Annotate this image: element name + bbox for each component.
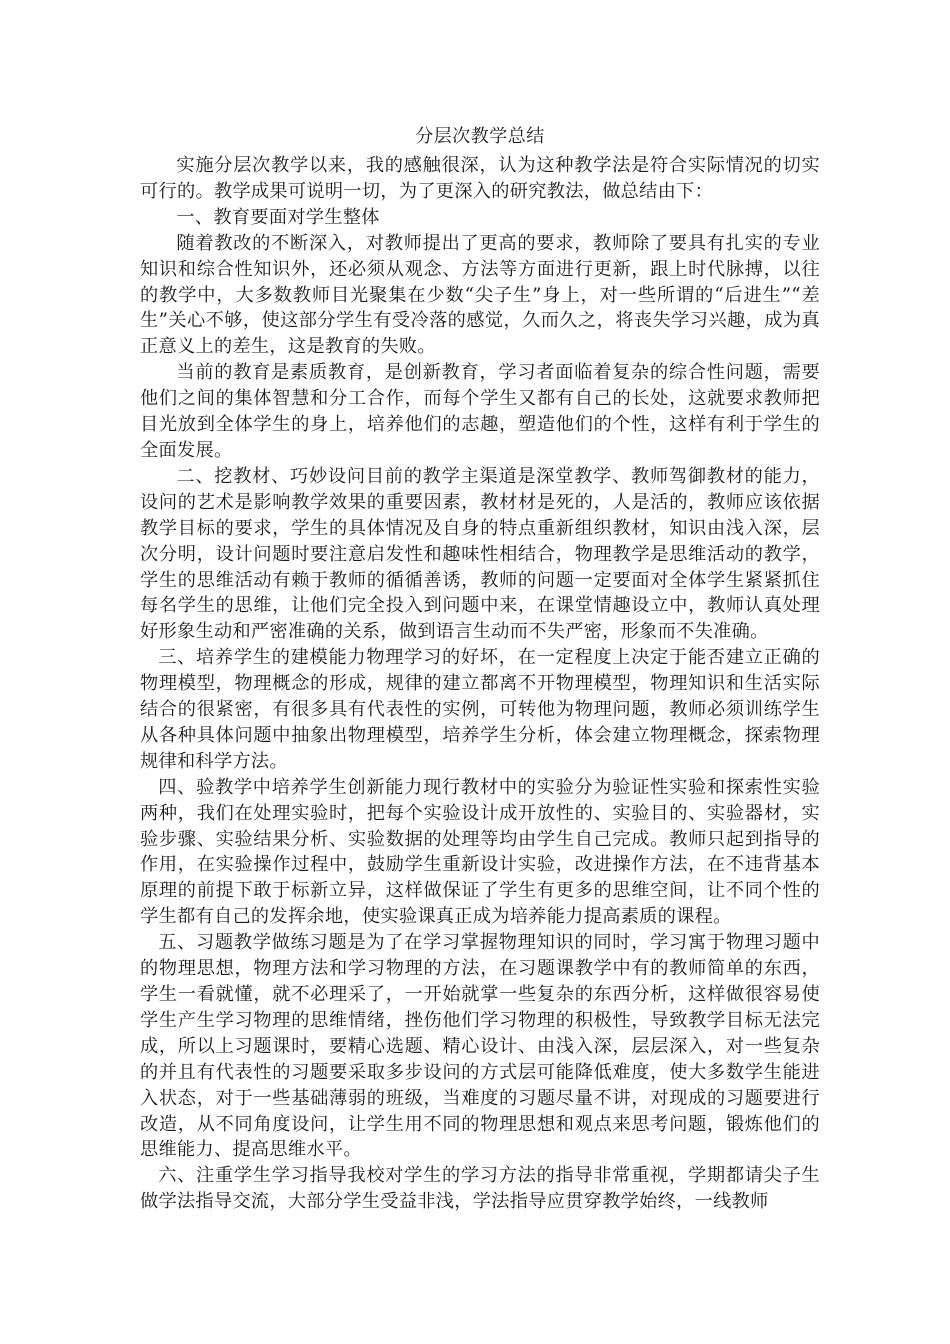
paragraph-section-4: 四、验教学中培养学生创新能力现行教材中的实验分为验证性实验和探索性实验两种，我们在处理实验时，把每个实验设计成开放性的、实验目的、实验器材，实验步骤、实验结果分析、实验数据的处理等均由学生自己完成。教师只起到指导的作用，在实验操作过程中，鼓励学生重新设计实验，改进操作方法，在不违背基本原理的前提下敢于标新立异，这样做保证了学生有更多的思维空间，让不同个性的学生都有自己的发挥余地，使实验课真正成为培养能力提高素质的课程。 — [140, 776, 820, 928]
paragraph-section-6: 六、注重学生学习指导我校对学生的学习方法的指导非常重视，学期都请尖子生做学法指导交流，大部分学生受益非浅，学法指导应贯穿教学始终，一线教师 — [140, 1165, 820, 1213]
section-heading-1: 一、教育要面对学生整体 — [176, 206, 380, 228]
paragraph-section-5: 五、习题教学做练习题是为了在学习掌握物理知识的同时，学习寓于物理习题中的物理思想，物理方法和学习物理的方法，在习题课教学中有的教师简单的东西，学生一看就懂，就不必理采了，一开始就掌一些复杂的东西分析，这样做很容易使学生产生学习物理的思维情绪，挫伤他们学习物理的积极性，导致教学目标无法完成，所以上习题课时，要精心选题、精心设计、由浅入深，层层深入，对一些复杂的并且有代表性的习题要采取多步设问的方式层可能降低难度，使大多数学生能进入状态，对于一些基础薄弱的班级，当难度的习题尽量不讲，对现成的习题要进行改造，从不同角度设问，让学生用不同的物理思想和观点来思考问题，锻炼他们的思维能力、提高思维水平。 — [140, 932, 820, 1161]
paragraph-section-1a: 随着教改的不断深入，对教师提出了更高的要求，教师除了要具有扎实的专业知识和综合性知识外，还必须从观念、方法等方面进行更新，跟上时代脉搏，以往的教学中，大多数教师目光聚集在少数“尖子生”身上，对一些所谓的“后进生”“差生”关心不够，使这部分学生有受冷落的感觉，久而久之，将丧失学习兴趣，成为真正意义上的差生，这是教育的失败。 — [140, 232, 820, 358]
paragraph-section-1b: 当前的教育是素质教育，是创新教育，学习者面临着复杂的综合性问题，需要他们之间的集体智慧和分工合作，而每个学生又都有自己的长处，这就要求教师把目光放到全体学生的身上，培养他们的志趣，塑造他们的个性，这样有利于学生的全面发展。 — [140, 362, 820, 461]
document-page — [140, 122, 820, 1215]
paragraph-section-3: 三、培养学生的建模能力物理学习的好坏，在一定程度上决定于能否建立正确的物理模型，物理概念的形成，规律的建立都离不开物理模型，物理知识和生活实际结合的很紧密，有很多具有代表性的实例，可转他为物理问题，教师必须训练学生从各种具体问题中抽象出物理模型，培养学生分析，体会建立物理概念，探索物理规律和科学方法。 — [140, 647, 820, 772]
paragraph-intro: 实施分层次教学以来，我的感触很深，认为这种教学法是符合实际情况的切实可行的。教学成果可说明一切，为了更深入的研究教法，做总结由下： — [140, 155, 820, 202]
paragraph-section-2: 二、挖教材、巧妙设问目前的教学主渠道是深堂教学、教师驾御教材的能力，设问的艺术是影响教学效果的重要因素，教材材是死的，人是活的，教师应该依据教学目标的要求，学生的具体情况及自身的特点重新组织教材，知识由浅入深，层次分明，设计问题时要注意启发性和趣味性相结合，物理教学是思维活动的教学，学生的思维活动有赖于教师的循循善诱，教师的问题一定要面对全体学生紧紧抓住每名学生的思维，让他们完全投入到问题中来，在课堂情趣设立中，教师认真处理好形象生动和严密准确的关系，做到语言生动而不失严密，形象而不失准确。 — [140, 465, 820, 643]
document-title: 分层次教学总结 — [415, 126, 545, 147]
